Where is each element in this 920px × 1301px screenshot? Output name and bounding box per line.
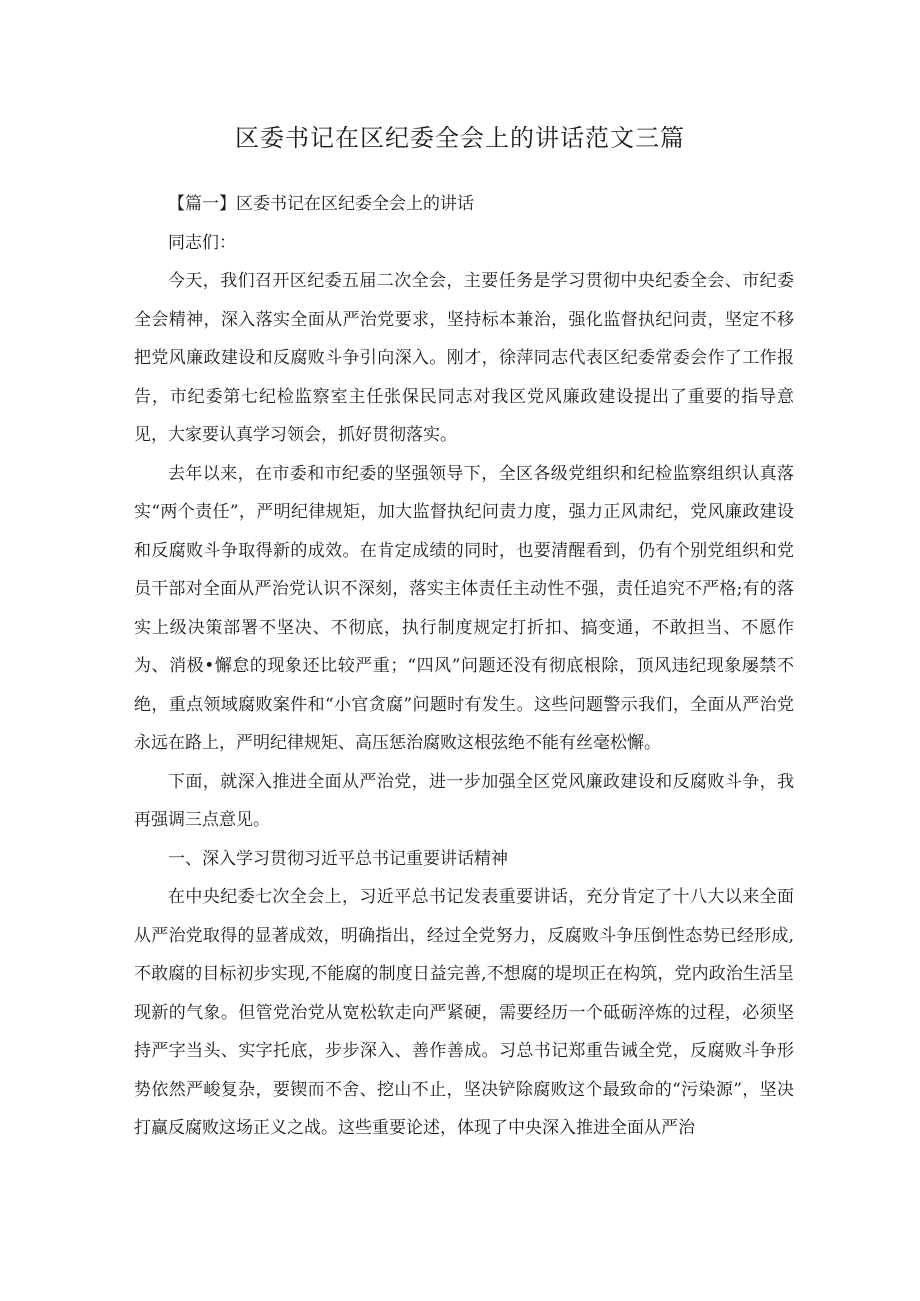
paragraph: 今天，我们召开区纪委五届二次全会，主要任务是学习贯彻中央纪委全会、市纪委全会精神，深入落实全面从严治党要求，坚持标本兼治，强化监督执纪问责，坚定不移把党风廉政建设和反腐败斗争引向深入。刚才，徐萍同志代表区纪委常委会作了工作报告，市纪委第七纪检监察室主任张保民同志对我区党风廉政建设提出了重要的指导意见，大家要认真学习领会，抓好贯彻落实。 <box>134 271 794 445</box>
document-body <box>134 185 794 1148</box>
section-heading: 【篇一】区委书记在区纪委全会上的讲话 <box>168 194 474 214</box>
document-title: 区委书记在区纪委全会上的讲话范文三篇 <box>235 124 685 152</box>
paragraph: 在中央纪委七次全会上，习近平总书记发表重要讲话，充分肯定了十八大以来全面从严治党取得的显著成效，明确指出，经过全党努力，反腐败斗争压倒性态势已经形成,不敢腐的目标初步实现,不能腐的制度日益完善,不想腐的堤坝正在构筑，党内政治生活呈现新的气象。但管党治党从宽松软走向严紧硬，需要经历一个砥砺淬炼的过程，必须坚持严字当头、实字托底，步步深入、善作善成。习总书记郑重告诫全党，反腐败斗争形势依然严峻复杂，要锲而不舍、挖山不止，坚决铲除腐败这个最致命的“污染源”，坚决打赢反腐败这场正义之战。这些重要论述，体现了中央深入推进全面从严治 <box>134 887 794 1138</box>
paragraph: 去年以来，在市委和市纪委的坚强领导下，全区各级党组织和纪检监察组织认真落实“两个责任”，严明纪律规矩，加大监督执纪问责力度，强力正风肃纪，党风廉政建设和反腐败斗争取得新的成效。在肯定成绩的同时，也要清醒看到，仍有个别党组织和党员干部对全面从严治党认识不深刻，落实主体责任主动性不强，责任追究不严格;有的落实上级决策部署不坚决、不彻底，执行制度规定打折扣、搞变通，不敢担当、不愿作为、消极•懈怠的现象还比较严重；“四风”问题还没有彻底根除，顶风违纪现象屡禁不绝，重点领域腐败案件和“小官贪腐”问题时有发生。这些问题警示我们，全面从严治党永远在路上，严明纪律规矩、高压惩治腐败这根弦绝不能有丝毫松懈。 <box>134 463 794 753</box>
subheading: 一、深入学习贯彻习近平总书记重要讲话精神 <box>168 848 508 869</box>
salutation: 同志们： <box>168 232 236 253</box>
paragraph: 下面，就深入推进全面从严治党，进一步加强全区党风廉政建设和反腐败斗争，我再强调三点意见。 <box>134 771 794 830</box>
